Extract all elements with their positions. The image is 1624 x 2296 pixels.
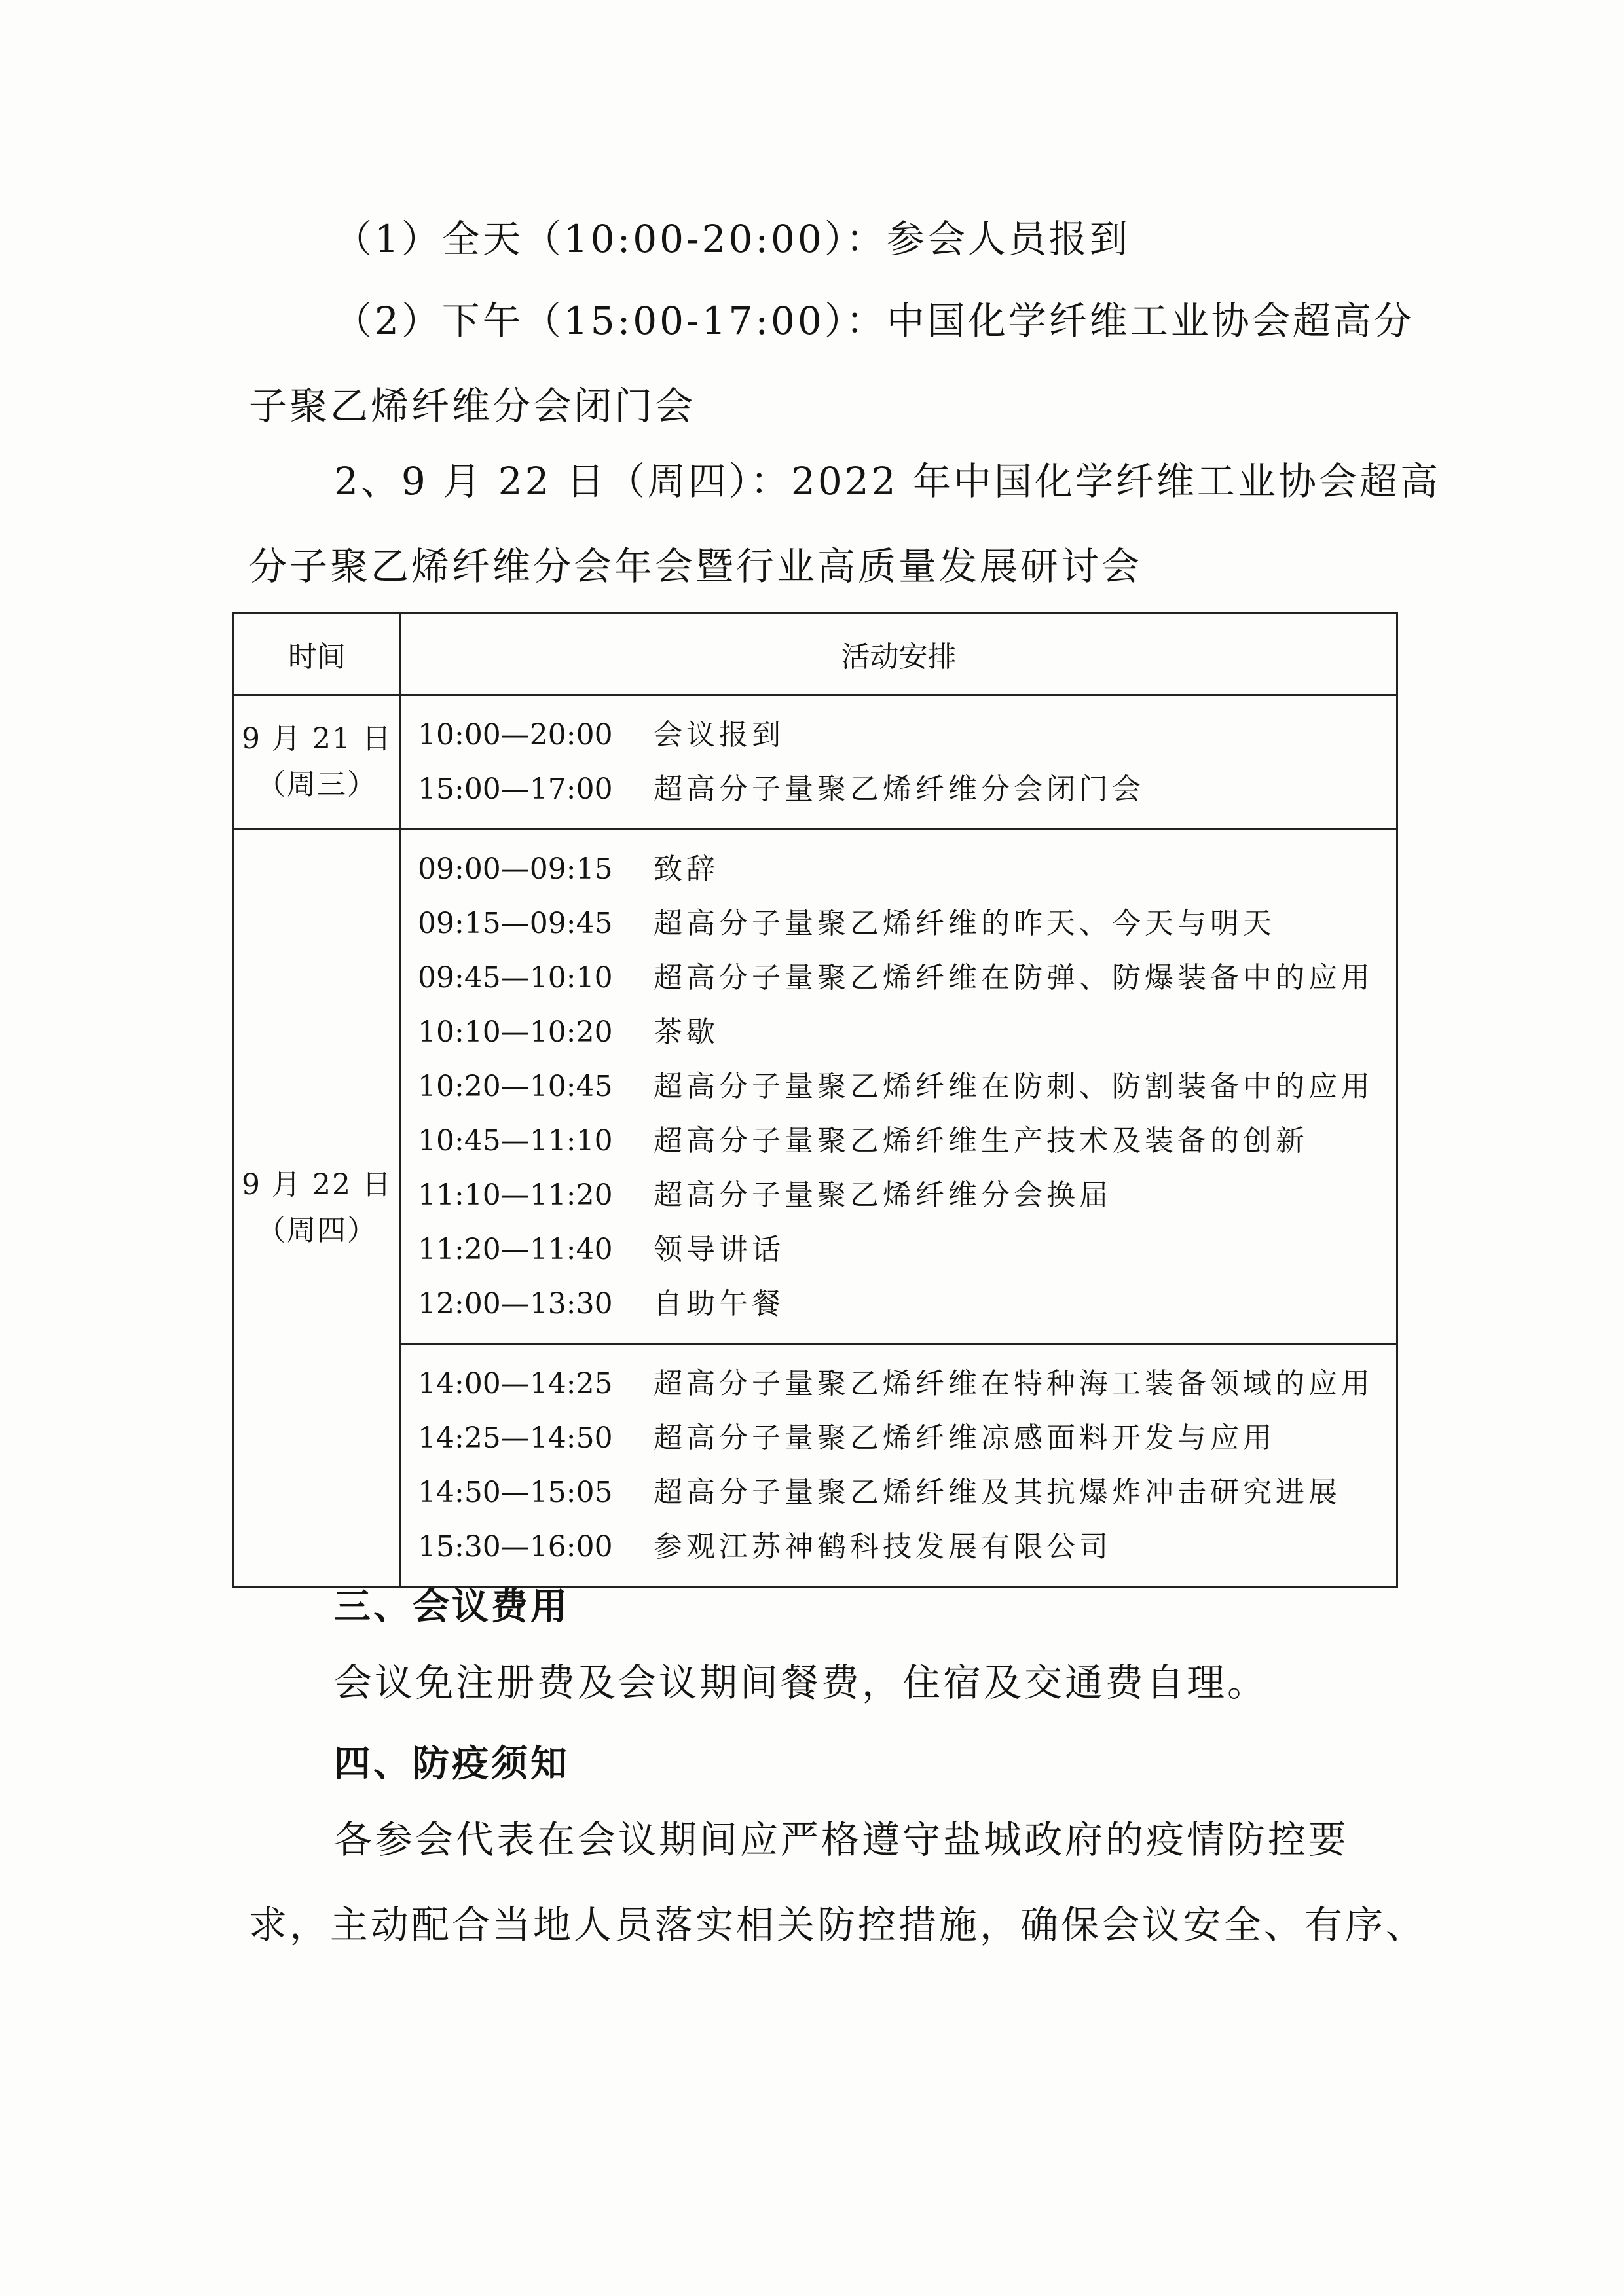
section3-heading: 三、会议费用 <box>334 1586 570 1628</box>
list-item <box>418 1465 1396 1520</box>
section4-text: 各参会代表在会议期间应严格遵守盐城政府的疫情防控要 求，主动配合当地人员落实相关防控措施，确保会议安全、有序、 <box>249 1817 1427 1947</box>
table-row-day2-afternoon <box>234 1344 1397 1587</box>
item-activity: 超高分子量聚乙烯纤维分会闭门会 <box>654 773 1145 806</box>
agenda-day1-item2: （2）下午（15:00-17:00）：中国化学纤维工业协会超高分 子聚乙烯纤维分会闭门会 <box>249 299 1414 428</box>
date-label: 9 月 21 日 <box>242 722 392 756</box>
item-time: 11:10—11:20 <box>418 1178 613 1212</box>
item-activity: 致辞 <box>654 852 719 886</box>
list-item <box>418 1005 1396 1059</box>
item-time: 09:15—09:45 <box>418 907 613 940</box>
list-item <box>418 896 1396 951</box>
item-activity: 领导讲话 <box>654 1233 784 1266</box>
item-time: 14:00—14:25 <box>418 1367 613 1400</box>
header-activity: 活动安排 <box>401 613 1397 695</box>
activity-cell-day2-morning <box>401 829 1397 1344</box>
list-item <box>418 762 1396 816</box>
list-item <box>418 1357 1396 1411</box>
item-activity: 超高分子量聚乙烯纤维的昨天、今天与明天 <box>654 907 1276 940</box>
item-time: 10:45—11:10 <box>418 1124 613 1157</box>
table-row-day2-morning <box>234 829 1397 1344</box>
list-item <box>418 842 1396 896</box>
list-item <box>418 1520 1396 1574</box>
schedule-table <box>232 612 1398 1588</box>
item-time: 11:20—11:40 <box>418 1233 613 1266</box>
item-time: 09:00—09:15 <box>418 852 613 886</box>
item-time: 09:45—10:10 <box>418 961 613 994</box>
list-item <box>418 1168 1396 1222</box>
item-time: 10:20—10:45 <box>418 1070 613 1103</box>
list-item <box>418 1059 1396 1114</box>
date-label: 9 月 22 日 <box>242 1168 392 1201</box>
activity-cell-day2-afternoon <box>401 1344 1397 1587</box>
agenda-day1-item1: （1）全天（10:00-20:00）：参会人员报到 <box>334 217 1130 261</box>
item-activity: 自助午餐 <box>654 1287 784 1321</box>
list-item <box>418 951 1396 1005</box>
weekday-label: （周三） <box>257 768 377 801</box>
section3-text: 会议免注册费及会议期间餐费，住宿及交通费自理。 <box>334 1660 1268 1705</box>
item-time: 10:00—20:00 <box>418 718 613 752</box>
date-cell-day1 <box>234 695 401 829</box>
item-activity: 超高分子量聚乙烯纤维生产技术及装备的创新 <box>654 1124 1308 1157</box>
item-time: 14:25—14:50 <box>418 1421 613 1455</box>
list-item <box>418 708 1396 762</box>
table-header-row <box>234 613 1397 695</box>
agenda-day2-title: 2、9 月 22 日（周四）：2022 年中国化学纤维工业协会超高 分子聚乙烯纤维分会年会暨行业高质量发展研讨会 <box>249 459 1441 589</box>
item-time: 15:30—16:00 <box>418 1530 613 1563</box>
item-activity: 会议报到 <box>654 718 784 752</box>
list-item <box>418 1222 1396 1277</box>
item-activity: 超高分子量聚乙烯纤维分会换届 <box>654 1178 1112 1212</box>
item-activity: 超高分子量聚乙烯纤维在防刺、防割装备中的应用 <box>654 1070 1374 1103</box>
activity-cell-day1 <box>401 695 1397 829</box>
item-activity: 超高分子量聚乙烯纤维凉感面料开发与应用 <box>654 1421 1276 1455</box>
list-item <box>418 1277 1396 1331</box>
header-time: 时间 <box>234 613 401 695</box>
weekday-label: （周四） <box>257 1214 377 1247</box>
list-item <box>418 1114 1396 1168</box>
date-cell-day2 <box>234 829 401 1587</box>
section4-heading: 四、防疫须知 <box>334 1743 570 1785</box>
item-time: 12:00—13:30 <box>418 1287 613 1321</box>
item-time: 14:50—15:05 <box>418 1476 613 1509</box>
item-activity: 超高分子量聚乙烯纤维在特种海工装备领域的应用 <box>654 1367 1374 1400</box>
item-time: 10:10—10:20 <box>418 1015 613 1049</box>
table-row-day1 <box>234 695 1397 829</box>
item-activity: 茶歇 <box>654 1015 719 1049</box>
item-time: 15:00—17:00 <box>418 773 613 806</box>
item-activity: 超高分子量聚乙烯纤维在防弹、防爆装备中的应用 <box>654 961 1374 994</box>
item-activity: 参观江苏神鹤科技发展有限公司 <box>654 1530 1112 1563</box>
list-item <box>418 1411 1396 1465</box>
item-activity: 超高分子量聚乙烯纤维及其抗爆炸冲击研究进展 <box>654 1476 1341 1509</box>
